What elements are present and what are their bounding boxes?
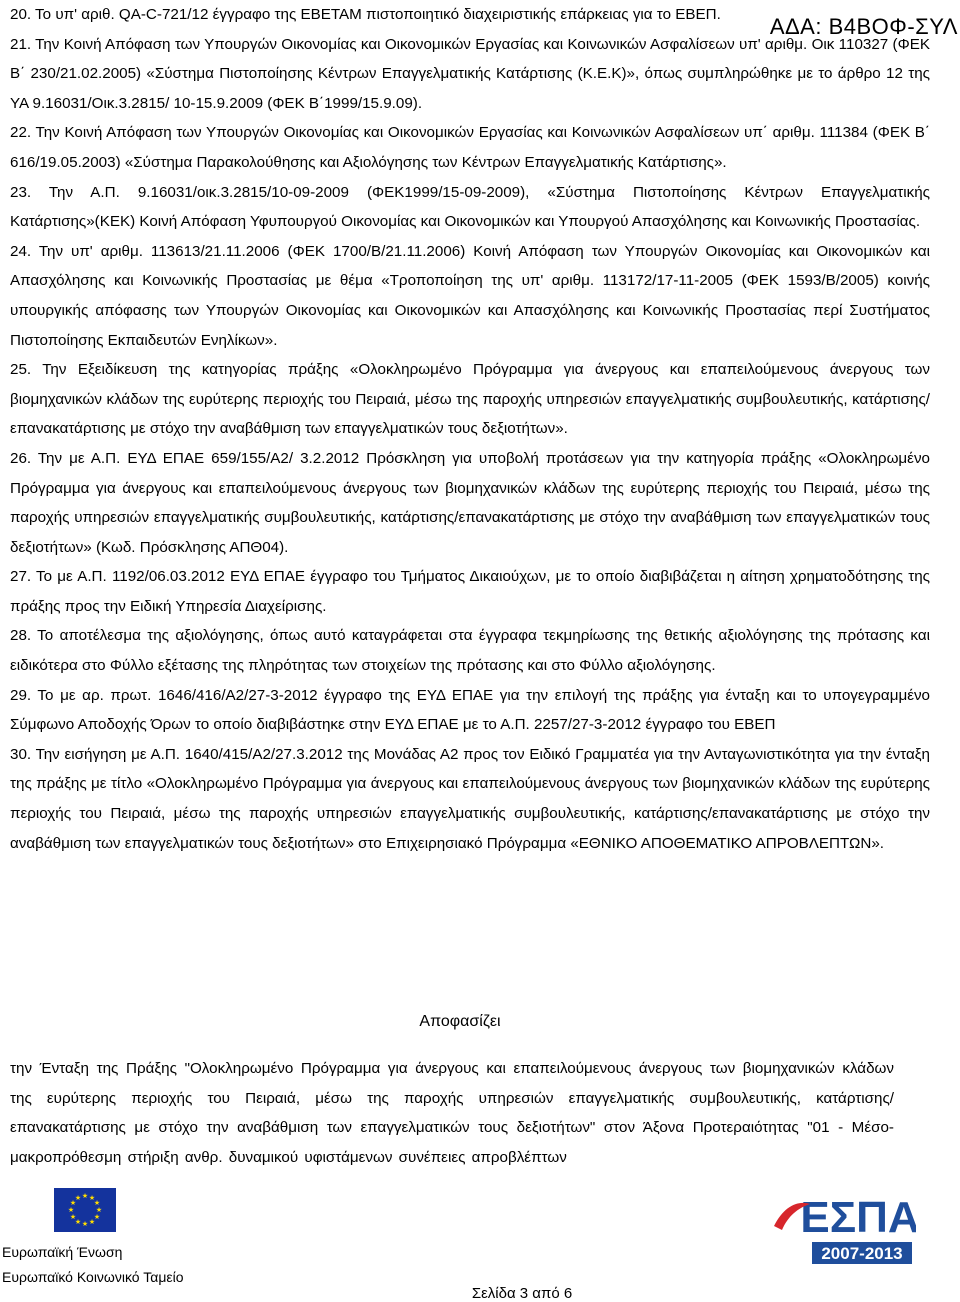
decision-heading: Αποφασίζει — [419, 1013, 501, 1030]
svg-text:★: ★ — [93, 1199, 101, 1207]
paragraph-20: 20. Το υπ' αριθ. QA-C-721/12 έγγραφο της ΕΒΕΤΑΜ πιστοποιητικό διαχειριστικής επάρκειας για το ΕΒΕΠ. — [10, 6, 721, 23]
espa-logo-icon — [768, 1186, 916, 1268]
svg-text:★: ★ — [67, 1206, 75, 1214]
paragraph-25: 25. Την Εξειδίκευση της κατηγορίας πράξης «Ολοκληρωμένο Πρόγραμμα για άνεργους και επαπειλούμενους άνεργους των βιομηχανικών κλάδων της ευρύτερης περιοχής του Πειραιά, μέσω της παροχής υπηρεσιών επαγγελματικής συμβουλευτικής, κατάρτισης/επανακατάρτισης με στόχο την αναβάθμιση των επαγγελματικών τους δεξιοτήτων». — [10, 361, 930, 438]
paragraph-28: 28. Το αποτέλεσμα της αξιολόγησης, όπως αυτό καταγράφεται στα έγγραφα τεκμηρίωσης της θετικής αξιολόγησης της πρότασης και ειδικότερα στο Φύλλο εξέτασης της πληρότητας των στοιχείων της πρότασης και στο Φύλλο αξιολόγησης. — [10, 627, 930, 675]
svg-text:★: ★ — [81, 1220, 89, 1228]
decision-text: την Ένταξη της Πράξης "Ολοκληρωμένο Πρόγραμμα για άνεργους και επαπειλούμενους άνεργους των βιομηχανικών κλάδων της ευρύτερης περιοχής του Πειραιά, μέσω της παροχής υπηρεσιών επαγγελματικής συμβουλευτικής, κατάρτισης/επανακατάρτισης με στόχο την αναβάθμιση των επαγγελματικών τους δεξιοτήτων" στον Άξονα Προτεραιότητας "01 - Μέσο-μακροπρόθεσμη στήριξη ανθρ. δυναμικού υφιστάμενων συνέπειες απροβλέπτων — [10, 1060, 894, 1166]
paragraph-30: 30. Την εισήγηση με Α.Π. 1640/415/Α2/27.3.2012 της Μονάδας Α2 προς τον Ειδικό Γραμματέα για την Ανταγωνιστικότητα για την ένταξη της πράξης με τίτλο «Ολοκληρωμένο Πρόγραμμα για άνεργους και επαπειλούμενους άνεργους των βιομηχανικών κλάδων της ευρύτερης περιοχής του Πειραιά, μέσω της παροχής υπηρεσιών επαγγελματικής συμβουλευτικής, κατάρτισης/επανακατάρτισης με στόχο την αναβάθμιση των επαγγελματικών τους δεξιοτήτων» στο Επιχειρησιακό Πρόγραμμα «ΕΘΝΙΚΟ ΑΠΟΘΕΜΑΤΙΚΟ ΑΠΡΟΒΛΕΠΤΩΝ». — [10, 745, 930, 852]
eu-stars-icon — [54, 1188, 116, 1232]
paragraph-26: 26. Την με Α.Π. ΕΥΔ ΕΠΑΕ 659/155/Α2/ 3.2.2012 Πρόσκληση για υποβολή προτάσεων για την κατηγορία πράξης «Ολοκληρωμένο Πρόγραμμα για άνεργους και επαπειλούμενους άνεργους των βιομηχανικών κλάδων της ευρύτερης περιοχής του Πειραιά, μέσω της παροχής υπηρεσιών επαγγελματικής συμβουλευτικής, κατάρτισης/επανακατάρτισης με στόχο την αναβάθμιση των επαγγελματικών τους δεξιοτήτων» (Κωδ. Πρόσκλησης ΑΠΘ04). — [10, 449, 930, 556]
eu-flag-icon — [54, 1188, 116, 1232]
document-body — [10, 0, 930, 858]
eu-union-label: Ευρωπαϊκή Ένωση — [2, 1244, 123, 1260]
svg-text:★: ★ — [81, 1192, 89, 1200]
espa-years: 2007-2013 — [821, 1244, 903, 1263]
eu-fund-label: Ευρωπαϊκό Κοινωνικό Ταμείο — [2, 1269, 184, 1285]
paragraph-24: 24. Την υπ' αριθμ. 113613/21.11.2006 (ΦΕΚ 1700/Β/21.11.2006) Κοινή Απόφαση των Υπουργών Οικονομίας και Οικονομικών και Απασχόλησης και Κοινωνικής Προστασίας με θέμα «Τροποποίηση της υπ' αριθμ. 113172/17-11-2005 (ΦΕΚ 1593/Β/2005) κοινής υπουργικής απόφασης των Υπουργών Οικονομίας και Οικονομικών και Απασχόλησης και Κοινωνικής Προστασίας περί Συστήματος Πιστοποίησης Εκπαιδευτών Ενηλίκων». — [10, 242, 930, 349]
espa-logo — [768, 1186, 916, 1268]
paragraph-21: 21. Την Κοινή Απόφαση των Υπουργών Οικονομίας και Οικονομικών Εργασίας και Κοινωνικών Ασφαλίσεων υπ' αριθμ. Οικ 110327 (ΦΕΚ Β΄ 230/21.02.2005) «Σύστημα Πιστοποίησης Κέντρων Επαγγελματικής Κατάρτισης (Κ.Ε.Κ)», όπως συμπληρώθηκε με το άρθρο 12 της ΥΑ 9.16031/Οικ.3.2815/ 10-15.9.2009 (ΦΕΚ Β΄1999/15.9.09). — [10, 35, 930, 112]
svg-text:★: ★ — [93, 1213, 101, 1221]
paragraph-29: 29. Το με αρ. πρωτ. 1646/416/Α2/27-3-2012 έγγραφο της ΕΥΔ ΕΠΑΕ για την επιλογή της πράξης για ένταξη και το υπογεγραμμένο Σύμφωνο Αποδοχής Όρων το οποίο διαβιβάστηκε στην ΕΥΔ ΕΠΑΕ με το Α.Π. 2257/27-3-2012 έγγραφο του ΕΒΕΠ — [10, 686, 930, 734]
svg-text:★: ★ — [69, 1199, 77, 1207]
svg-text:★: ★ — [88, 1218, 96, 1226]
paragraph-27: 27. Το με Α.Π. 1192/06.03.2012 ΕΥΔ ΕΠΑΕ έγγραφο του Τμήματος Δικαιούχων, με το οποίο διαβιβάζεται η αίτηση χρηματοδότησης της πράξης προς την Ειδική Υπηρεσία Διαχείρισης. — [10, 568, 930, 615]
svg-text:★: ★ — [74, 1218, 82, 1226]
paragraph-23: 23. Την Α.Π. 9.16031/οικ.3.2815/10-09-2009 (ΦΕΚ1999/15-09-2009), «Σύστημα Πιστοποίησης Κέντρων Επαγγελματικής Κατάρτισης»(ΚΕΚ) Κοινή Απόφαση Υφυπουργού Οικονομίας και Οικονομικών και Υπουργού Απασχόλησης και Κοινωνικής Προστασίας. — [10, 183, 930, 231]
eu-logo-block — [2, 1188, 184, 1290]
espa-logo-text: ΕΣΠΑ — [800, 1193, 916, 1242]
svg-text:★: ★ — [88, 1194, 96, 1202]
page-footer: Σελίδα 3 από 6 — [471, 1285, 573, 1302]
svg-text:★: ★ — [69, 1213, 77, 1221]
paragraph-22: 22. Την Κοινή Απόφαση των Υπουργών Οικονομίας και Οικονομικών Εργασίας και Κοινωνικών Ασφαλίσεων υπ΄ αριθμ. 111384 (ΦΕΚ Β΄ 616/19.05.2003) «Σύστημα Παρακολούθησης και Αξιολόγησης των Κέντρων Επαγγελματικής Κατάρτισης». — [10, 124, 930, 171]
svg-text:★: ★ — [74, 1194, 82, 1202]
svg-text:★: ★ — [95, 1206, 103, 1214]
ada-code: ΑΔΑ: Β4ΒΟΦ-ΣΥΛ — [769, 14, 958, 39]
